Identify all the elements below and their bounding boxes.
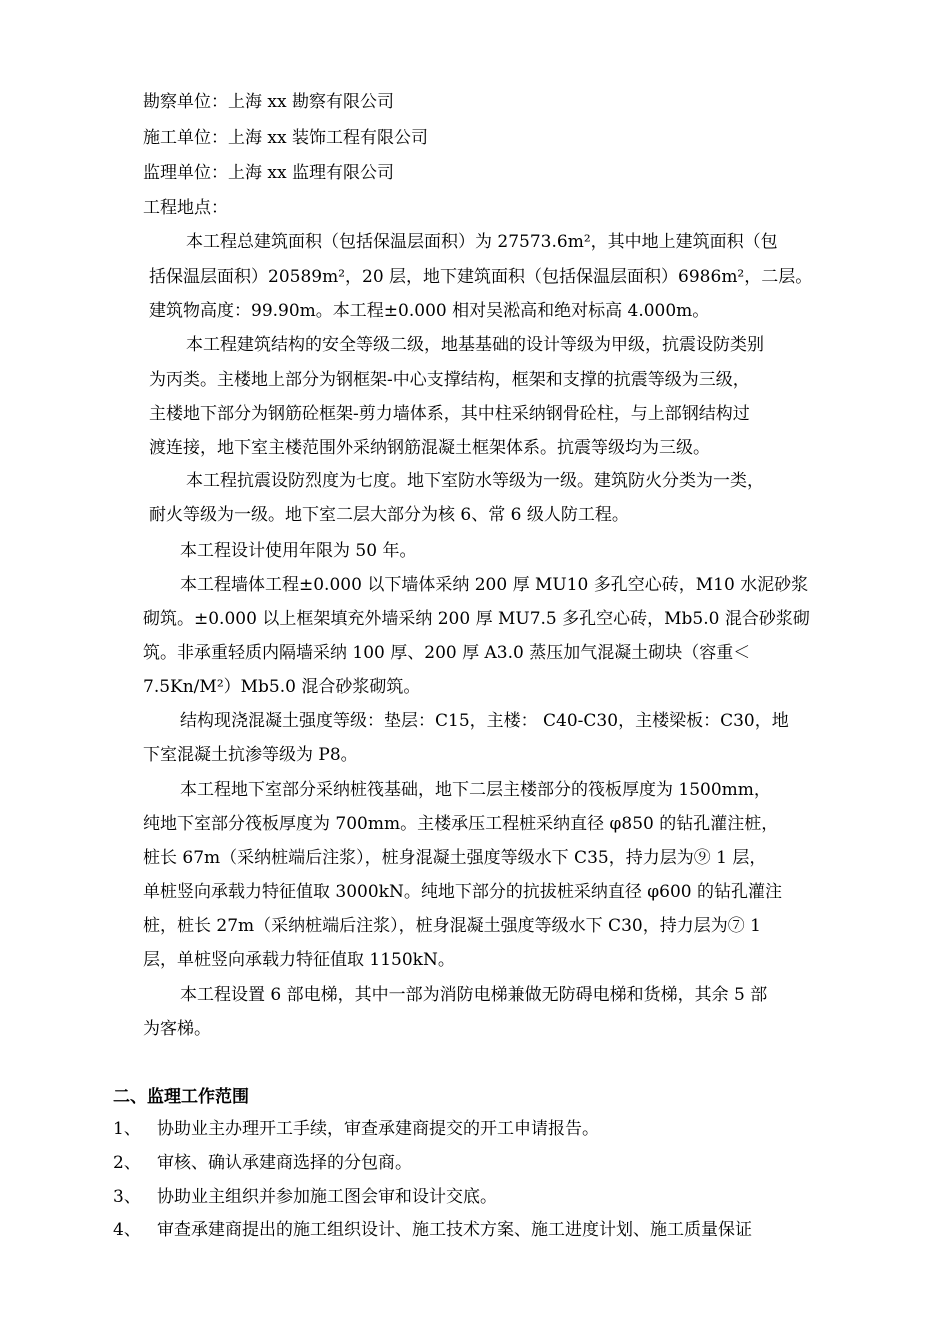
paragraph-foundation-line: 纯地下室部分筏板厚度为 700mm。主楼承压工程桩采纳直径 φ850 的钻孔灌注桩， [143, 814, 779, 834]
list-item [113, 1185, 497, 1209]
list-item [113, 1151, 412, 1175]
paragraph-structure-line: 为丙类。主楼地上部分为钢框架-中心支撑结构，框架和支撑的抗震等级为三级， [149, 370, 750, 390]
list-item [113, 1117, 599, 1141]
section-heading: 二、监理工作范围 [113, 1087, 249, 1107]
paragraph-seismic-line: 耐火等级为一级。地下室二层大部分为核 6、常 6 级人防工程。 [149, 505, 629, 525]
paragraph-service-life: 本工程设计使用年限为 50 年。 [180, 541, 417, 561]
paragraph-foundation-line: 层，单桩竖向承载力特征值取 1150kN。 [143, 950, 455, 970]
paragraph-structure-line: 本工程建筑结构的安全等级二级，地基基础的设计等级为甲级，抗震设防类别 [186, 335, 764, 355]
paragraph-seismic-line: 本工程抗震设防烈度为七度。地下室防水等级为一级。建筑防火分类为一类， [186, 471, 764, 491]
supervision-unit: 监理单位：上海 xx 监理有限公司 [143, 163, 394, 183]
paragraph-walls-line: 筑。非承重轻质内隔墙采纳 100 厚、200 厚 A3.0 蒸压加气混凝土砌块（容重＜ [143, 643, 751, 663]
construction-unit: 施工单位：上海 xx 装饰工程有限公司 [143, 128, 428, 148]
paragraph-concrete-line: 结构现浇混凝土强度等级：垫层：C15，主楼： C40-C30，主楼梁板：C30，地 [180, 711, 789, 731]
paragraph-walls-line: 砌筑。±0.000 以上框架填充外墙采纳 200 厚 MU7.5 多孔空心砖，Mb5.0 混合砂浆砌 [143, 609, 810, 629]
list-item-number: 1、 [113, 1119, 141, 1139]
paragraph-structure-line: 主楼地下部分为钢筋砼框架-剪力墙体系，其中柱采纳钢骨砼柱，与上部钢结构过 [149, 404, 750, 424]
list-item-number: 4、 [113, 1220, 141, 1240]
list-item-number: 2、 [113, 1153, 141, 1173]
project-location: 工程地点： [143, 198, 228, 218]
paragraph-area-line: 本工程总建筑面积（包括保温层面积）为 27573.6m²，其中地上建筑面积（包 [186, 232, 778, 252]
paragraph-walls-line: 本工程墙体工程±0.000 以下墙体采纳 200 厚 MU10 多孔空心砖，M10 水泥砂浆 [180, 575, 809, 595]
survey-unit: 勘察单位：上海 xx 勘察有限公司 [143, 92, 394, 112]
list-item-number: 3、 [113, 1187, 141, 1207]
list-item [113, 1218, 752, 1242]
list-item-text: 协助业主办理开工手续，审查承建商提交的开工申请报告。 [157, 1119, 599, 1139]
paragraph-foundation-line: 本工程地下室部分采纳桩筏基础，地下二层主楼部分的筏板厚度为 1500mm， [180, 780, 771, 800]
paragraph-structure-line: 渡连接，地下室主楼范围外采纳钢筋混凝土框架体系。抗震等级均为三级。 [149, 438, 710, 458]
paragraph-walls-line: 7.5Kn/M²）Mb5.0 混合砂浆砌筑。 [143, 677, 421, 697]
paragraph-area-line: 建筑物高度：99.90m。本工程±0.000 相对吴淞高和绝对标高 4.000m。 [149, 301, 710, 321]
paragraph-concrete-line: 下室混凝土抗渗等级为 P8。 [143, 745, 358, 765]
list-item-text: 协助业主组织并参加施工图会审和设计交底。 [157, 1187, 497, 1207]
list-item-text: 审查承建商提出的施工组织设计、施工技术方案、施工进度计划、施工质量保证 [157, 1220, 752, 1240]
paragraph-elevators-line: 本工程设置 6 部电梯，其中一部为消防电梯兼做无防碍电梯和货梯，其余 5 部 [180, 985, 768, 1005]
paragraph-foundation-line: 桩长 67m（采纳桩端后注浆），桩身混凝土强度等级水下 C35，持力层为⑨ 1 层， [143, 848, 767, 868]
paragraph-foundation-line: 单桩竖向承载力特征值取 3000kN。纯地下部分的抗拔桩采纳直径 φ600 的钻孔灌注 [143, 882, 783, 902]
paragraph-area-line: 括保温层面积）20589m²，20 层，地下建筑面积（包括保温层面积）6986m²，二层。 [149, 267, 813, 287]
paragraph-elevators-line: 为客梯。 [143, 1019, 211, 1039]
list-item-text: 审核、确认承建商选择的分包商。 [157, 1153, 412, 1173]
paragraph-foundation-line: 桩，桩长 27m（采纳桩端后注浆），桩身混凝土强度等级水下 C30，持力层为⑦ 1 [143, 916, 761, 936]
